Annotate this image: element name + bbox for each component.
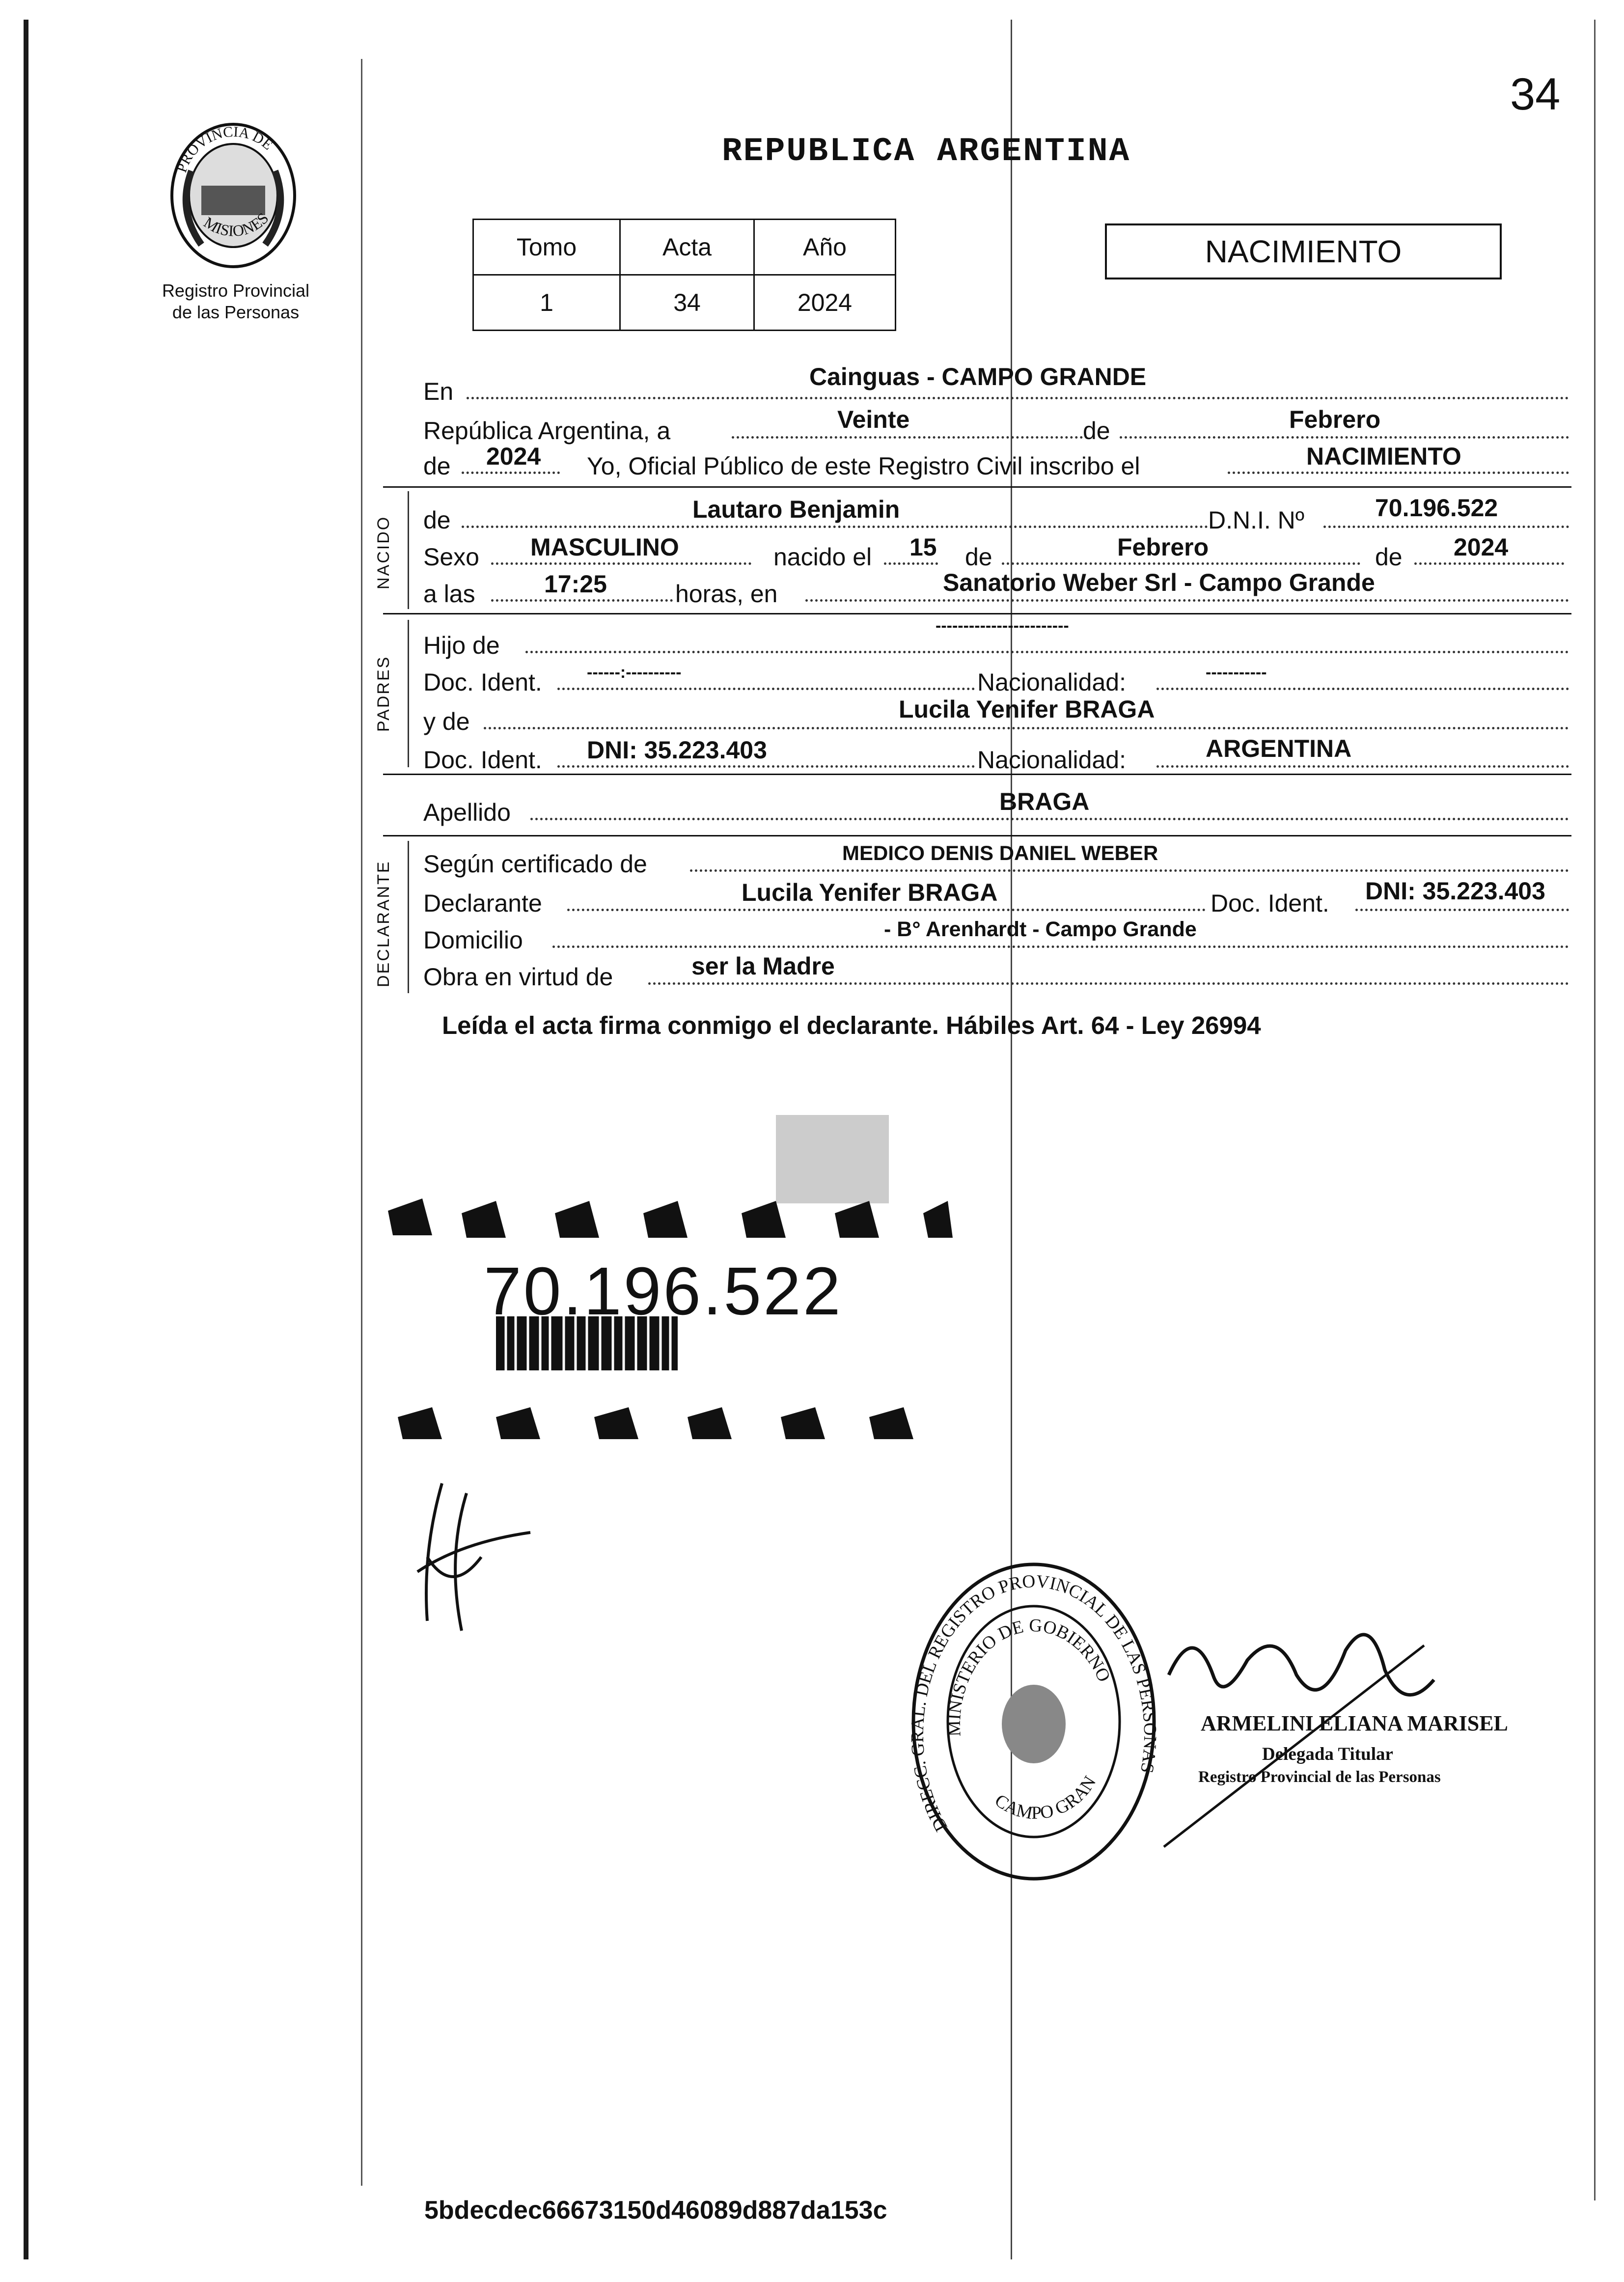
side-divider bbox=[408, 620, 409, 767]
value-padre: ------------------------ bbox=[936, 616, 1069, 635]
label-de-name: de bbox=[423, 506, 451, 534]
value-declarante-doc: DNI: 35.223.403 bbox=[1365, 877, 1545, 905]
side-label-padres: PADRES bbox=[374, 655, 393, 732]
dotted-line bbox=[1120, 436, 1569, 439]
logo-caption bbox=[133, 280, 339, 323]
logo-caption-line2: de las Personas bbox=[172, 302, 300, 322]
value-madre-nac: ARGENTINA bbox=[1206, 735, 1352, 762]
center-fold-line bbox=[1011, 20, 1012, 2259]
dotted-line bbox=[557, 688, 975, 690]
label-de-y: de bbox=[1375, 543, 1403, 571]
label-de: de bbox=[1083, 417, 1110, 445]
dotted-line bbox=[805, 599, 1569, 602]
dotted-line bbox=[1355, 909, 1569, 911]
value-domicilio: - B° Arenhardt - Campo Grande bbox=[884, 918, 1197, 941]
value-obra: ser la Madre bbox=[691, 952, 835, 980]
value-anio: 2024 bbox=[754, 275, 896, 331]
left-margin-line bbox=[361, 59, 362, 2186]
label-a-las: a las bbox=[423, 580, 475, 608]
value-madre-doc: DNI: 35.223.403 bbox=[587, 736, 767, 764]
dotted-line bbox=[1156, 765, 1569, 768]
label-de-m: de bbox=[965, 543, 992, 571]
label-nacido-el: nacido el bbox=[773, 543, 872, 571]
label-horas-en: horas, en bbox=[675, 580, 778, 608]
label-domicilio: Domicilio bbox=[423, 926, 523, 954]
side-divider bbox=[408, 841, 409, 993]
label-obra: Obra en virtud de bbox=[423, 963, 613, 991]
dotted-line bbox=[1228, 472, 1569, 474]
header-anio: Año bbox=[754, 220, 896, 275]
label-nacionalidad2: Nacionalidad: bbox=[977, 746, 1126, 774]
value-certificado: MEDICO DENIS DANIEL WEBER bbox=[842, 841, 1158, 864]
label-apellido: Apellido bbox=[423, 799, 511, 826]
label-yo: Yo, Oficial Público de este Registro Civil inscribo el bbox=[587, 452, 1140, 480]
value-madre: Lucila Yenifer BRAGA bbox=[899, 696, 1155, 723]
value-padre-nac: ----------- bbox=[1206, 663, 1267, 682]
dotted-line bbox=[484, 727, 1569, 729]
value-sexo: MASCULINO bbox=[530, 533, 679, 561]
value-lugar: Cainguas - CAMPO GRANDE bbox=[809, 363, 1147, 390]
svg-text:DIRECC. GRAL. DEL REGISTRO PRO: DIRECC. GRAL. DEL REGISTRO PROVINCIAL DE LAS PERSONAS bbox=[907, 1571, 1160, 1835]
dotted-line bbox=[525, 651, 1569, 653]
dotted-line bbox=[462, 472, 560, 474]
label-declarante: Declarante bbox=[423, 890, 542, 917]
label-dni: D.N.I. Nº bbox=[1208, 506, 1305, 534]
svg-text:PROVINCIA DE: PROVINCIA DE bbox=[173, 123, 276, 175]
side-label-nacido: NACIDO bbox=[374, 515, 393, 589]
dotted-line bbox=[1414, 562, 1564, 565]
section-divider bbox=[383, 835, 1571, 836]
record-table bbox=[472, 219, 896, 331]
id-sticker-number: 70.196.522 bbox=[484, 1253, 843, 1329]
dotted-line bbox=[491, 599, 673, 602]
svg-text:CAMPO GRANDE: CAMPO GRAN bbox=[991, 1772, 1101, 1824]
dotted-line bbox=[648, 982, 1569, 985]
dotted-line bbox=[530, 818, 1569, 820]
label-segun: Según certificado de bbox=[423, 850, 647, 878]
dotted-line bbox=[467, 397, 1569, 399]
official-title: Delegada Titular bbox=[1262, 1744, 1393, 1764]
value-dia-letras: Veinte bbox=[837, 406, 910, 433]
value-mes: Febrero bbox=[1289, 406, 1381, 433]
label-en: En bbox=[423, 378, 454, 405]
label-y-de: y de bbox=[423, 708, 470, 735]
legal-text: Leída el acta firma conmigo el declarante. Hábiles Art. 64 - Ley 26994 bbox=[442, 1011, 1261, 1039]
header-acta: Acta bbox=[620, 220, 754, 275]
value-lugar-nac: Sanatorio Weber Srl - Campo Grande bbox=[943, 569, 1375, 596]
value-padre-doc: ------:---------- bbox=[587, 663, 682, 682]
label-sexo: Sexo bbox=[423, 543, 479, 571]
label-de2: de bbox=[423, 452, 451, 480]
value-declarante: Lucila Yenifer BRAGA bbox=[742, 879, 998, 906]
value-hora: 17:25 bbox=[544, 570, 607, 598]
value-dia-nac: 15 bbox=[909, 533, 937, 561]
value-tipo: NACIMIENTO bbox=[1306, 443, 1461, 470]
dotted-line bbox=[491, 562, 751, 565]
value-dni: 70.196.522 bbox=[1375, 494, 1498, 522]
label-republica: República Argentina, a bbox=[423, 417, 671, 445]
section-divider bbox=[383, 486, 1571, 488]
provincial-logo bbox=[162, 117, 304, 274]
dotted-line bbox=[884, 562, 938, 565]
svg-text:MINISTERIO DE GOBIERNO: MINISTERIO DE GOBIERNO bbox=[944, 1615, 1114, 1737]
official-seal bbox=[904, 1552, 1164, 1891]
right-margin-line bbox=[1594, 20, 1596, 2200]
country-title: REPUBLICA ARGENTINA bbox=[722, 133, 1131, 170]
label-hijo-de: Hijo de bbox=[423, 632, 500, 659]
document-type-box: NACIMIENTO bbox=[1105, 223, 1502, 279]
header-tomo: Tomo bbox=[473, 220, 620, 275]
dotted-line bbox=[557, 765, 975, 768]
label-doc-ident2: Doc. Ident. bbox=[423, 746, 542, 774]
label-doc-ident3: Doc. Ident. bbox=[1211, 890, 1329, 917]
value-anio: 2024 bbox=[486, 443, 541, 470]
side-label-declarante: DECLARANTE bbox=[374, 860, 393, 987]
value-acta: 34 bbox=[620, 275, 754, 331]
record-table-header-row bbox=[473, 220, 896, 275]
dotted-line bbox=[552, 946, 1569, 948]
dotted-line bbox=[1323, 526, 1569, 528]
label-doc-ident: Doc. Ident. bbox=[423, 668, 542, 696]
logo-caption-line1: Registro Provincial bbox=[162, 280, 310, 301]
dotted-line bbox=[690, 869, 1569, 872]
record-table-value-row bbox=[473, 275, 896, 331]
section-divider bbox=[383, 613, 1571, 614]
official-office: Registro Provincial de las Personas bbox=[1198, 1768, 1441, 1786]
value-apellido: BRAGA bbox=[999, 788, 1090, 815]
value-mes-nac: Febrero bbox=[1117, 533, 1209, 561]
side-divider bbox=[408, 491, 409, 609]
value-tomo: 1 bbox=[473, 275, 620, 331]
left-scan-edge bbox=[24, 20, 28, 2259]
dotted-line bbox=[732, 436, 1083, 439]
dotted-line bbox=[1002, 562, 1360, 565]
verification-hash: 5bdecdec66673150d46089d887da153c bbox=[424, 2196, 887, 2225]
value-nombre: Lautaro Benjamin bbox=[692, 496, 900, 523]
label-nacionalidad: Nacionalidad: bbox=[977, 668, 1126, 696]
dotted-line bbox=[567, 909, 1206, 911]
section-divider bbox=[383, 774, 1571, 775]
registrar-signature bbox=[408, 1474, 535, 1641]
svg-text:MISIONES: MISIONES bbox=[200, 209, 272, 240]
dotted-line bbox=[1156, 688, 1569, 690]
dotted-line bbox=[462, 526, 1208, 528]
official-name: ARMELINI ELIANA MARISEL bbox=[1201, 1711, 1508, 1735]
page-number: 34 bbox=[1510, 69, 1561, 119]
value-anio-nac: 2024 bbox=[1454, 533, 1509, 561]
